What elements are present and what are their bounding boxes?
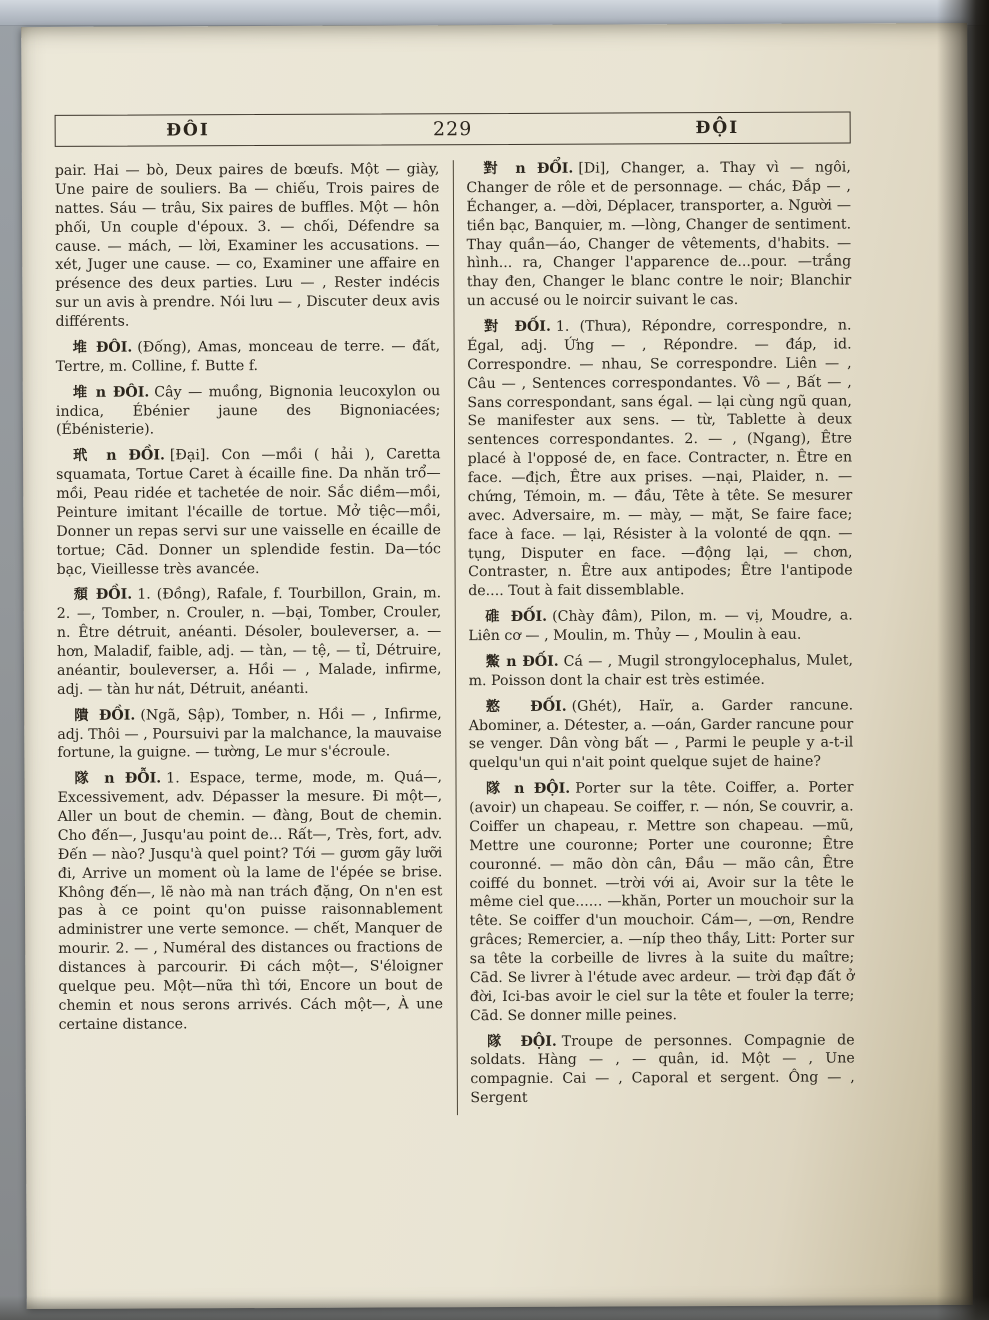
running-head-right: ĐỘI — [695, 117, 740, 139]
entry-text: (Ghét), Haïr, a. Garder rancune. Abominer, a. Détester, a. —oán, Garder rancune pour se venger. Dân vòng bất — , Parmi le peuple y a-t-il quelqu'un qui n'ait point quelque sujet de haine? — [468, 697, 854, 772]
page-header — [55, 111, 851, 146]
dictionary-entry — [57, 585, 442, 700]
entry-headword: 碓 ĐỐI. — [485, 608, 548, 626]
entry-headword: 堆 ĐÔI. — [72, 339, 133, 356]
printed-area — [55, 111, 855, 1116]
entry-headword: 對 n ĐỔI. — [483, 160, 574, 178]
entry-text: [Đại]. Con —mồi ( hải ), Caretta squamata, Tortue Caret à écaille fine. Da nhăn trổ—mồi, Peau ridée et tachetée de noir. Sắc diềm—mồi, Peinture imitant l'écaille de tortue. Mở tiệc—mồi, Donner un repas servi sur une vaisselle en écaille de tortue; Cād. Donner un splendide festin. Da—tóc bạc, Vieillesse très avancée. — [56, 446, 442, 578]
entry-text: Troupe de personnes. Compagnie de soldats. Hàng — , — quân, id. Một — , Une compagnie. Cai — , Caporal et sergent. Ông — , Sergent — [470, 1031, 855, 1107]
book-page — [21, 23, 973, 1309]
entry-text: 1. Espace, terme, mode, m. Quá—, Excessivement, adv. Dépasser la mesure. Đi một—, Aller un bout de chemin. — đàng, Bout de chemin. Cho đến—, Jusqu'au point de... Rất—, Très, fort, adv. Đến — nào? Jusqu'à quel point? Tới — gươm gãy lưỡi đi, Arrive un moment où la lame de l'épée se brise. Không đến—, lẽ nào mà nan trách đặng, On n'en est pas à ce point qu'on puisse raisonnablement administrer une verte semonce. — chết, Manquer de mourir. 2. — , Numéral des distances ou fractions de distances à parcourir. Đi cách một—, S'éloigner quelque peu. Một—nữa thì tới, Encore un bout de chemin et nous serons arrivés. Cách một—, À une certaine distance. — [57, 769, 444, 1033]
entry-text: (Đống), Amas, monceau de terre. — đất, Tertre, m. Colline, f. Butte f. — [55, 338, 441, 375]
dictionary-entry — [467, 316, 853, 601]
entry-text: 1. (Thưa), Répondre, correspondre, n. Égal, adj. Ứng — , Répondre. — đáp, id. Correspondre. — nhau, Se correspondre. Liên — , Câu — , Sentences correspondantes. Vô — , Bất — , Sans correspondant, sans égal. — lại cùng ngũ quan, Se manifester aux sens. — từ, Tablette à deux sentences correspondantes. 2. — , (Ngang), Être placé à l'opposé de, en face. Contracter, n. Être en face. —địch, Être aux prises. —nại, Plaider, n. —chứng, Témoin, m. — đầu, Tête à tête. Se mesurer avec. Adversaire, m. — mày, — mặt, Se faire face; face à face. — lại, Résister à la volonté de qqn. — tụng, Disputer en face. —động lại, — chơn, Contraster, n. Être aux antipodes; Être l'antipode de.... Tout à fait dissemblable. — [467, 317, 853, 600]
entry-headword: 憝 ĐỐI. — [485, 698, 567, 715]
dictionary-entry — [56, 445, 441, 579]
entry-text: Porter sur la tête. Coiffer, a. Porter (avoir) un chapeau. Se coiffer, r. — nón, Se couvrir, a. Coiffer un chapeau, r. Mettre son chapeau. —mũ, Mettre une couronne; Porter une couronne; Être couronné. — mão dòn cân, Đầu — mão cân, Être coiffé du bonnet. —trời với ai, Avoir sur la tête le même ciel que...... —khăn, Porter un mouchoir sur la tête. Se coiffer d'un mouchoir. Cám—, —ơn, Rendre grâces; Remercier, a. —níp theo thầy, Litt: Porter sur sa tête la corbeille de livres à la suite du maître; Cād. Se livrer à l'étude avec ardeur. — trời đạp đất ở đời, Ici-bas avoir le ciel sur la tête et fouler la terre; Cād. Se donner mille peines. — [469, 779, 855, 1024]
background-top-strip — [0, 0, 989, 26]
entry-headword: 隊 n ĐỖI. — [74, 770, 162, 788]
entry-text: (Ngã, Sập), Tomber, n. Hồi — , Infirme, adj. Thôi — , Poursuivi par la malchance, la mauvaise fortune, la guigne. — tường, Le mur s'écroule. — [57, 705, 442, 762]
dictionary-entry — [55, 160, 440, 332]
dictionary-entry — [470, 1031, 855, 1108]
dictionary-entry — [469, 779, 855, 1026]
dictionary-entry — [56, 382, 441, 440]
entry-text: (Chày đâm), Pilon, m. — vị, Moudre, a. Liên cơ — , Moulin, m. Thủy — , Moulin à eau. — [468, 607, 853, 645]
entry-headword: 隊 n ĐỘI. — [486, 780, 571, 798]
entry-text: [Di], Changer, a. Thay vì — ngôi, Changer de rôle et de personnage. — chác, Đắp — , Échanger, a. —dời, Déplacer, transporter, a. Người — tiền bạc, Banquier, m. —lòng, Changer de sentiment. Thay quần—áo, Changer de vêtements, d'habits. —hình... ra, Changer l'apparence de...pour. —trắng thay đen, Changer le blanc contre le noir; Blanchir un accusé ou le noircir suivant le cas. — [466, 159, 852, 310]
dictionary-entry — [468, 651, 853, 690]
dictionary-entry — [469, 696, 854, 773]
right-column — [453, 158, 855, 1115]
dictionary-entry — [57, 768, 443, 1034]
entry-headword: 對 ĐỐI. — [483, 318, 551, 336]
entry-headword: 玳 n ĐỒI. — [73, 447, 165, 465]
entry-text: Cây — muồng, Bignonia leucoxylon ou indica, Ébénier jaune des Bignoniacées; (Ébénisterie). — [55, 382, 441, 439]
dictionary-entry — [466, 158, 851, 311]
dictionary-entry — [56, 337, 441, 376]
entry-headword: 鱉 n ĐỐI. — [485, 653, 559, 670]
entry-headword: 頹 ĐỒI. — [73, 586, 133, 604]
running-head-left: ĐÔI — [166, 120, 210, 141]
entry-headword: 堆 n ĐÔI. — [72, 384, 150, 401]
text-columns — [55, 158, 855, 1116]
entry-headword: 隤 ĐỒI. — [74, 707, 136, 724]
left-column — [55, 160, 457, 1117]
entry-text: Cá — , Mugil strongylocephalus, Mulet, m. Poisson dont la chair est très estimée. — [468, 652, 854, 689]
entry-text: 1. (Đồng), Rafale, f. Tourbillon, Grain, m. 2. —, Tomber, n. Crouler, n. —bại, Tomber, Crouler, n. Être détruit, anéanti. Désoler, bouleverser, a. — hơn, Maladif, faible, adj. — tàn, — tệ, — tỉ, Détruire, anéantir, bouleverser, a. Hồi — , Malade, infirme, adj. — tàn hư nát, Détruit, anéanti. — [56, 585, 442, 698]
entry-headword: 隊 ĐỘI. — [487, 1033, 557, 1050]
dictionary-entry — [57, 705, 442, 763]
entry-text: pair. Hai — bò, Deux paires de bœufs. Một — giày, Une paire de souliers. Ba — chiếu, Trois paires de nattes. Sáu — trâu, Six paires de buffles. Một — hôn phối, Un couple d'époux. 3. — chối, Défendre sa cause. — mách, — lời, Examiner les accusations. — xét, Juger une cause. — co, Examiner une affaire en présence des deux parties. Lưu — , Rester indécis sur un avis à prendre. Nói lưu — , Discuter deux avis différents. — [54, 161, 440, 330]
dictionary-entry — [468, 607, 853, 646]
page-number: 229 — [432, 118, 473, 141]
